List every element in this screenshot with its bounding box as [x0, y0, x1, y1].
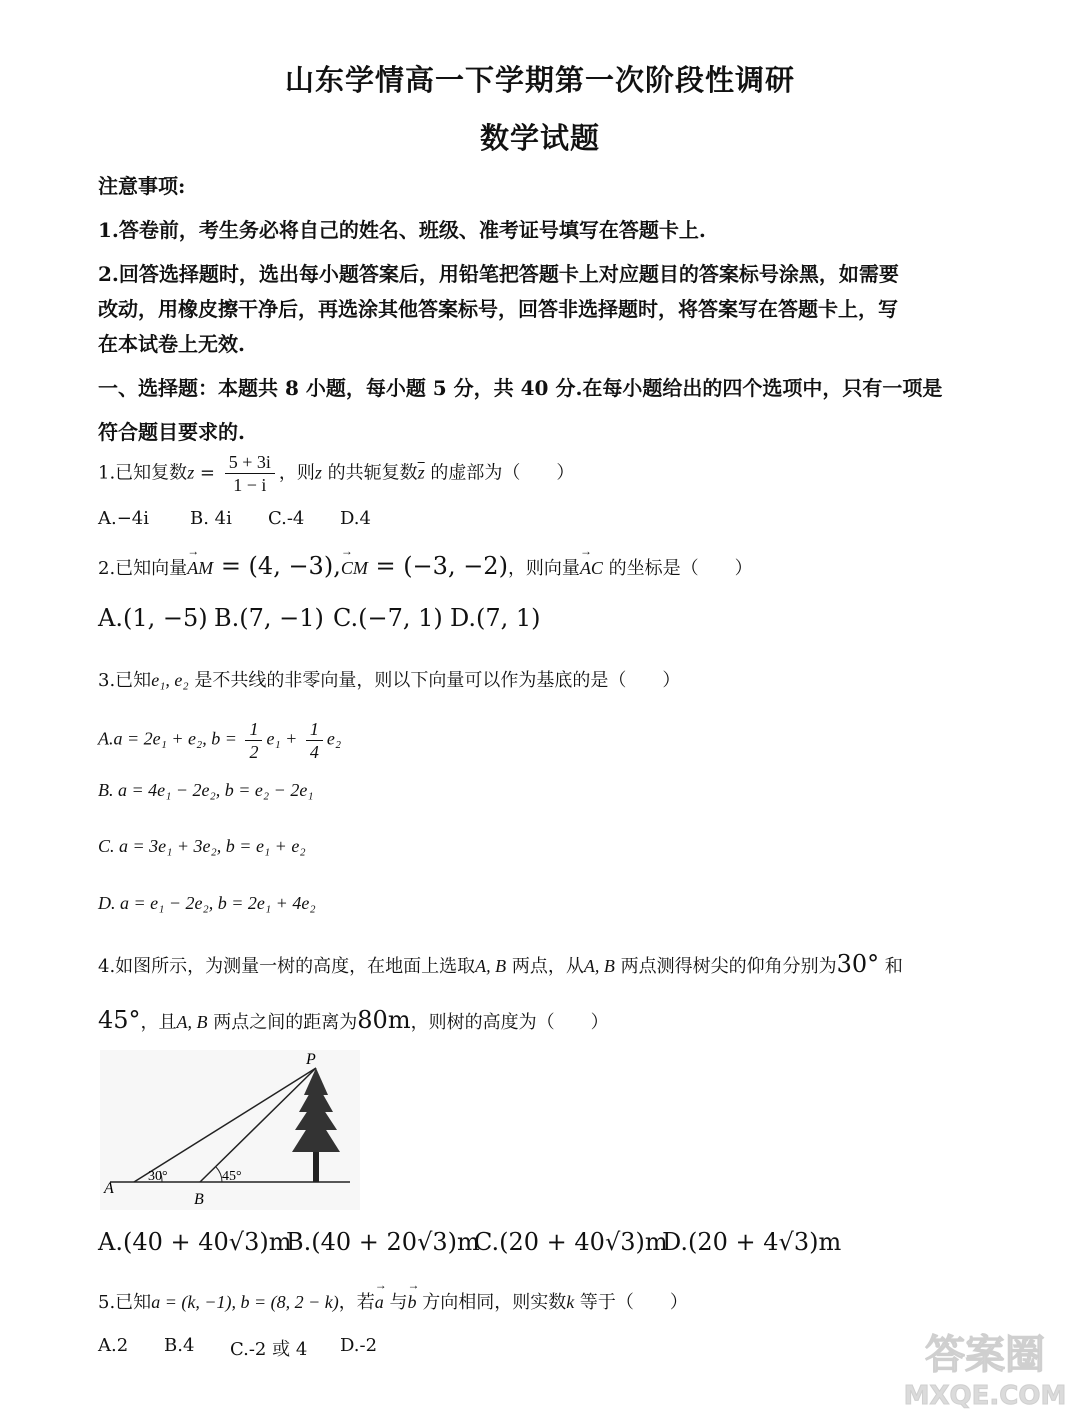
q4-line-1-mid2: 两点测得树尖的仰角分别为: [614, 956, 837, 977]
q3-frac-2-den: 4: [309, 742, 319, 762]
q1-mid2: 的共轭复数: [321, 462, 418, 484]
q1-numerator: 5 + 3i: [225, 451, 275, 474]
q1-eq: =: [194, 462, 221, 484]
label-b: B: [194, 1191, 204, 1208]
q1-option-a: A.−4i: [98, 508, 150, 529]
q4-option-a: A.(40 + 40√3)m: [98, 1228, 292, 1256]
q5-option-a: A.2: [98, 1335, 129, 1356]
q4-points-ab-3: A, B: [176, 1012, 208, 1032]
q5-vector-a: → a: [375, 1292, 384, 1313]
q2-am-value: = (4, −3),: [213, 552, 341, 580]
q1-suffix: 的虚部为（ ）: [424, 462, 575, 484]
section-1-instructions-line-2: 符合题目要求的.: [98, 420, 245, 444]
q5-suffix: 等于（ ）: [574, 1292, 688, 1313]
q4-points-ab-2: A, B: [583, 956, 615, 976]
q2-suffix: 的坐标是（ ）: [602, 558, 753, 579]
q5-mid3: 方向相同，则实数: [416, 1292, 567, 1313]
q2-option-d: D.(7, 1): [450, 604, 541, 632]
exam-subtitle: 数学试题: [479, 121, 600, 155]
notice-item-2-line-2: 改动，用橡皮擦干净后，再选涂其他答案标号，回答非选择题时，将答案写在答题卡上，写: [98, 297, 898, 321]
q3-option-b: B. a = 4e₁ − 2e₂, b = e₂ − 2e₁: [98, 780, 314, 800]
question-4-line-2: [98, 1006, 609, 1034]
q5-k: k: [566, 1292, 575, 1312]
angle-label-30: 30°: [148, 1169, 168, 1184]
exam-title: 山东学情高一下学期第一次阶段性调研: [284, 63, 795, 97]
q4-angle-45: 45°: [98, 1006, 141, 1034]
q3-option-d: D. a = e₁ − 2e₂, b = 2e₁ + 4e₂: [98, 893, 316, 913]
q5-option-b: B.4: [164, 1335, 195, 1356]
question-4-line-1: [98, 950, 903, 978]
q1-denominator: 1 − i: [233, 475, 267, 495]
q3-frac-2-num: 1: [306, 718, 323, 741]
notice-item-1: 1.答卷前，考生务必将自己的姓名、班级、准考证号填写在答题卡上.: [98, 218, 706, 242]
watermark-logo: [893, 1320, 1078, 1410]
notice-item-2-line-3: 在本试卷上无效.: [98, 332, 245, 356]
q3-option-a-frac-2: [306, 718, 323, 763]
q5-option-d: D.-2: [340, 1335, 378, 1356]
q3-option-c: C. a = 3e₁ + 3e₂, b = e₁ + e₂: [98, 836, 306, 856]
q2-vector-am: → AM: [187, 558, 213, 579]
q4-option-d: D.(20 + 4√3)m: [662, 1228, 842, 1256]
q1-option-d: D.4: [340, 508, 371, 529]
q4-line-1-end: 和: [879, 956, 903, 977]
q3-frac-1-den: 2: [249, 742, 259, 762]
q4-line-1-mid: 两点，从: [506, 956, 584, 977]
q5-mid: ，若: [338, 1292, 375, 1313]
question-5: [98, 1288, 688, 1314]
q3-option-a-mid: e₁ +: [266, 728, 302, 749]
q3-option-a: [98, 718, 341, 763]
q2-prefix: 2.已知向量: [98, 558, 188, 579]
q4-angle-30: 30°: [836, 950, 880, 978]
q5-vector-b: → b: [407, 1292, 416, 1313]
q4-line-2-mid2: 两点之间的距离为: [207, 1012, 358, 1033]
q5-option-c: C.-2 或 4: [230, 1339, 308, 1360]
q3-option-a-label: A.: [98, 728, 114, 749]
q3-option-a-frac-1: [245, 718, 262, 763]
q5-mid2: 与: [383, 1292, 408, 1313]
q4-option-b: B.(40 + 20√3)m: [286, 1228, 480, 1256]
q2-cm-value: = (−3, −2): [367, 552, 508, 580]
q2-option-c: C.(−7, 1): [333, 604, 443, 632]
q2-vector-ac: → AC: [580, 558, 603, 579]
q3-option-a-end: e₂: [326, 728, 342, 749]
q2-vector-cm: → CM: [341, 558, 368, 579]
watermark-text-en: MXQE.COM: [903, 1381, 1067, 1410]
q1-option-c: C.-4: [268, 508, 305, 529]
tree-measurement-figure: [100, 1050, 360, 1210]
q5-vector-expr: a = (k, −1), b = (8, 2 − k): [151, 1292, 339, 1312]
q1-z: z: [187, 462, 195, 483]
q1-z2: z: [314, 462, 322, 483]
q4-line-2-end: ，则树的高度为（ ）: [410, 1012, 609, 1033]
q4-line-2-mid: ，且: [140, 1012, 177, 1033]
section-1-instructions-line-1: 一、选择题：本题共 8 小题，每小题 5 分，共 40 分.在每小题给出的四个选项中，只有一项是: [98, 376, 943, 400]
q3-frac-1-num: 1: [245, 718, 262, 741]
q4-points-ab: A, B: [475, 956, 507, 976]
question-1: [98, 451, 574, 496]
q4-line-1-prefix: 4.如图所示，为测量一树的高度，在地面上选取: [98, 956, 476, 977]
q1-prefix: 1.已知复数: [98, 462, 188, 484]
q3-suffix: 是不共线的非零向量，则以下向量可以作为基底的是（ ）: [188, 670, 681, 691]
q4-distance: 80m: [357, 1006, 411, 1034]
label-a: A: [104, 1180, 114, 1197]
notice-item-2-line-1: 2.回答选择题时，选出每小题答案后，用铅笔把答题卡上对应题目的答案标号涂黑，如需要: [98, 262, 899, 286]
q1-mid: ，则: [278, 462, 315, 484]
q2-option-a: A.(1, −5): [98, 604, 208, 632]
notice-heading: 注意事项:: [98, 174, 186, 198]
question-3: [98, 666, 680, 692]
angle-label-45: 45°: [222, 1169, 242, 1184]
q4-option-c: C.(20 + 40√3)m: [474, 1228, 668, 1256]
question-2: [98, 552, 753, 580]
label-p: P: [306, 1051, 316, 1068]
q5-prefix: 5.已知: [98, 1292, 152, 1313]
q1-option-b: B. 4i: [190, 508, 232, 529]
q2-option-b: B.(7, −1): [214, 604, 324, 632]
q3-vectors: e₁, e₂: [151, 670, 189, 690]
q1-fraction: [225, 451, 275, 496]
q2-mid: ，则向量: [507, 558, 580, 579]
q3-option-a-expr: a = 2e₁ + e₂, b =: [113, 728, 242, 749]
q1-zbar: $\overline{z}$: [417, 462, 425, 483]
q3-prefix: 3.已知: [98, 670, 152, 691]
watermark-text-cn: 答案圈: [925, 1332, 1045, 1378]
